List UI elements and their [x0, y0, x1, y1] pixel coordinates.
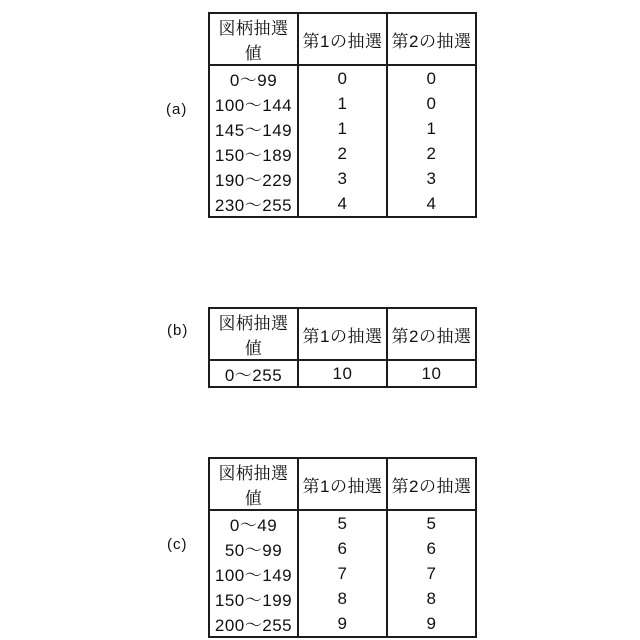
table-row: [209, 611, 476, 637]
table-label-b: (b): [167, 322, 189, 339]
lottery-table-b: [208, 307, 477, 388]
table-cell: 100〜149: [209, 561, 298, 586]
table-cell: 0: [387, 91, 476, 116]
table-cell: 100〜144: [209, 91, 298, 116]
table-cell: 0: [298, 65, 387, 91]
table-cell: 7: [387, 561, 476, 586]
header-row: [209, 458, 476, 510]
table-cell: 2: [298, 141, 387, 166]
lottery-table-c: [208, 457, 477, 638]
table-cell: 10: [387, 360, 476, 387]
header-row: [209, 13, 476, 65]
table-cell: 8: [298, 586, 387, 611]
table-cell: 4: [298, 191, 387, 217]
table-cell: 4: [387, 191, 476, 217]
header-cell-first-lottery: 第1の抽選: [298, 308, 387, 360]
table-cell: 50〜99: [209, 536, 298, 561]
table-cell: 0〜255: [209, 360, 298, 387]
table-row: [209, 561, 476, 586]
table-cell: 200〜255: [209, 611, 298, 637]
table-cell: 230〜255: [209, 191, 298, 217]
table-cell: 1: [387, 116, 476, 141]
table-cell: 0〜49: [209, 510, 298, 536]
header-cell-symbol-value: 図柄抽選値: [209, 308, 298, 360]
table-cell: 150〜199: [209, 586, 298, 611]
table-row: [209, 510, 476, 536]
table-row: [209, 586, 476, 611]
header-row: [209, 308, 476, 360]
table-row: [209, 141, 476, 166]
table-cell: 5: [298, 510, 387, 536]
lottery-table-a: [208, 12, 477, 218]
table-cell: 1: [298, 116, 387, 141]
header-cell-second-lottery: 第2の抽選: [387, 458, 476, 510]
table-cell: 0: [387, 65, 476, 91]
table-cell: 0〜99: [209, 65, 298, 91]
table-cell: 9: [298, 611, 387, 637]
table-cell: 3: [298, 166, 387, 191]
header-cell-symbol-value: 図柄抽選値: [209, 13, 298, 65]
table-cell: 8: [387, 586, 476, 611]
table-row: [209, 166, 476, 191]
table-row: [209, 360, 476, 387]
table-label-a: (a): [166, 101, 188, 118]
table-cell: 5: [387, 510, 476, 536]
table-row: [209, 91, 476, 116]
header-cell-second-lottery: 第2の抽選: [387, 308, 476, 360]
table-label-c: (c): [167, 536, 188, 553]
header-cell-first-lottery: 第1の抽選: [298, 13, 387, 65]
table-cell: 6: [298, 536, 387, 561]
table-cell: 145〜149: [209, 116, 298, 141]
header-cell-first-lottery: 第1の抽選: [298, 458, 387, 510]
header-cell-second-lottery: 第2の抽選: [387, 13, 476, 65]
table-cell: 2: [387, 141, 476, 166]
table-cell: 7: [298, 561, 387, 586]
header-cell-symbol-value: 図柄抽選値: [209, 458, 298, 510]
table-cell: 3: [387, 166, 476, 191]
table-cell: 190〜229: [209, 166, 298, 191]
table-row: [209, 65, 476, 91]
table-cell: 150〜189: [209, 141, 298, 166]
table-cell: 1: [298, 91, 387, 116]
table-cell: 6: [387, 536, 476, 561]
table-row: [209, 536, 476, 561]
table-cell: 9: [387, 611, 476, 637]
table-cell: 10: [298, 360, 387, 387]
table-row: [209, 191, 476, 217]
table-row: [209, 116, 476, 141]
